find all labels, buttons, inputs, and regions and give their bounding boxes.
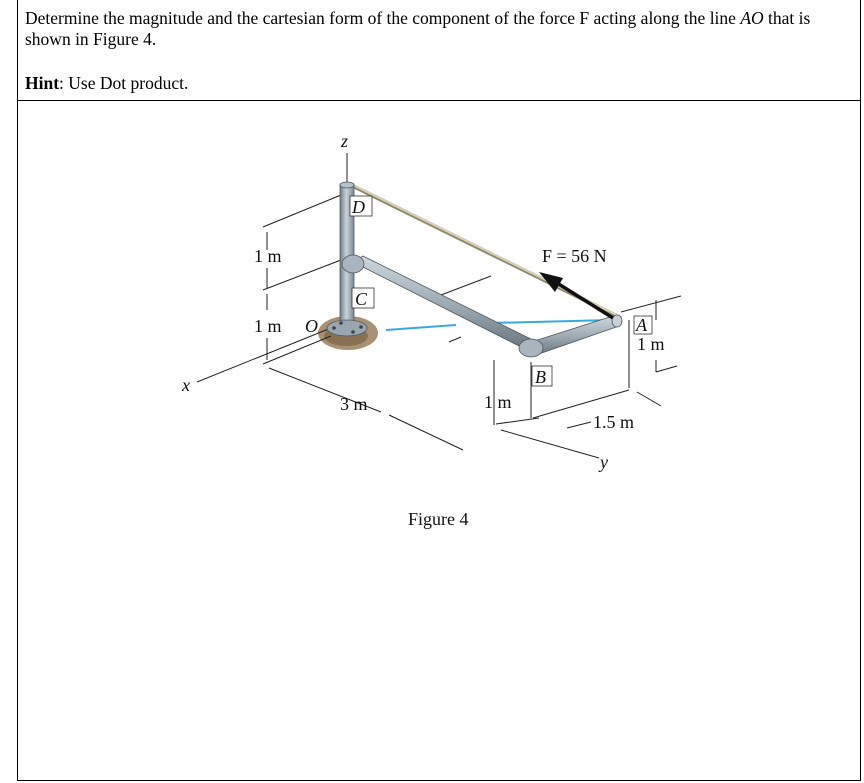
hint-label: Hint xyxy=(25,73,60,93)
dim-1-5m-label: 1.5 m xyxy=(593,412,635,432)
dim-line-bottom xyxy=(263,336,331,364)
blue-line-o xyxy=(386,325,456,330)
question-text-before: Determine the magnitude and the cartesian form of the component of the force F acting along the line xyxy=(25,8,741,28)
axis-x-label: x xyxy=(182,375,190,395)
bolt-4 xyxy=(339,321,343,325)
dim-1m-lower-label: 1 m xyxy=(254,316,282,336)
figure-caption: Figure 4 xyxy=(408,509,469,529)
y-axis-line-1 xyxy=(389,415,463,450)
dim-b-horiz xyxy=(496,418,539,424)
dim-1m-a-label: 1 m xyxy=(637,334,665,354)
elbow-b xyxy=(519,339,543,357)
bolt-3 xyxy=(359,325,363,329)
dim-1-5m-line xyxy=(637,392,661,406)
dim-line-top xyxy=(263,195,341,227)
dim-b-line-2 xyxy=(449,337,461,342)
dim-a-right-3 xyxy=(656,366,677,372)
x-axis-line xyxy=(197,328,331,382)
dim-1m-upper-label: 1 m xyxy=(254,246,282,266)
dim-b-line-1 xyxy=(441,276,491,295)
point-b-label: B xyxy=(535,367,546,387)
dim-1-5m-line-2 xyxy=(567,422,591,428)
hint xyxy=(25,73,188,94)
force-arrow-line xyxy=(557,283,613,318)
question-text xyxy=(25,8,850,50)
problem-statement xyxy=(18,0,860,101)
pipe-cb xyxy=(353,256,541,352)
point-a-label: A xyxy=(636,315,647,335)
pipe-top-cap xyxy=(340,182,354,188)
question-text-after: that is shown in Figure 4. xyxy=(25,8,811,49)
dim-1m-b-label: 1 m xyxy=(484,392,512,412)
elbow-c xyxy=(342,255,364,273)
line-name: AO xyxy=(740,8,764,28)
axis-y-label: y xyxy=(600,452,608,472)
axis-z-label: z xyxy=(341,131,349,151)
problem-frame xyxy=(17,0,861,781)
bolt-2 xyxy=(351,330,355,334)
point-d-label: D xyxy=(352,197,365,217)
bolt-1 xyxy=(332,326,336,330)
point-c-label: C xyxy=(355,289,368,309)
dim-a-top xyxy=(621,296,681,312)
y-axis-line-2 xyxy=(501,430,599,458)
point-o-label: O xyxy=(305,316,318,336)
dim-3m-label: 3 m xyxy=(340,394,368,414)
figure-4-diagram xyxy=(18,101,860,501)
force-label: F = 56 N xyxy=(542,246,607,266)
hint-text: : Use Dot product. xyxy=(59,73,189,93)
